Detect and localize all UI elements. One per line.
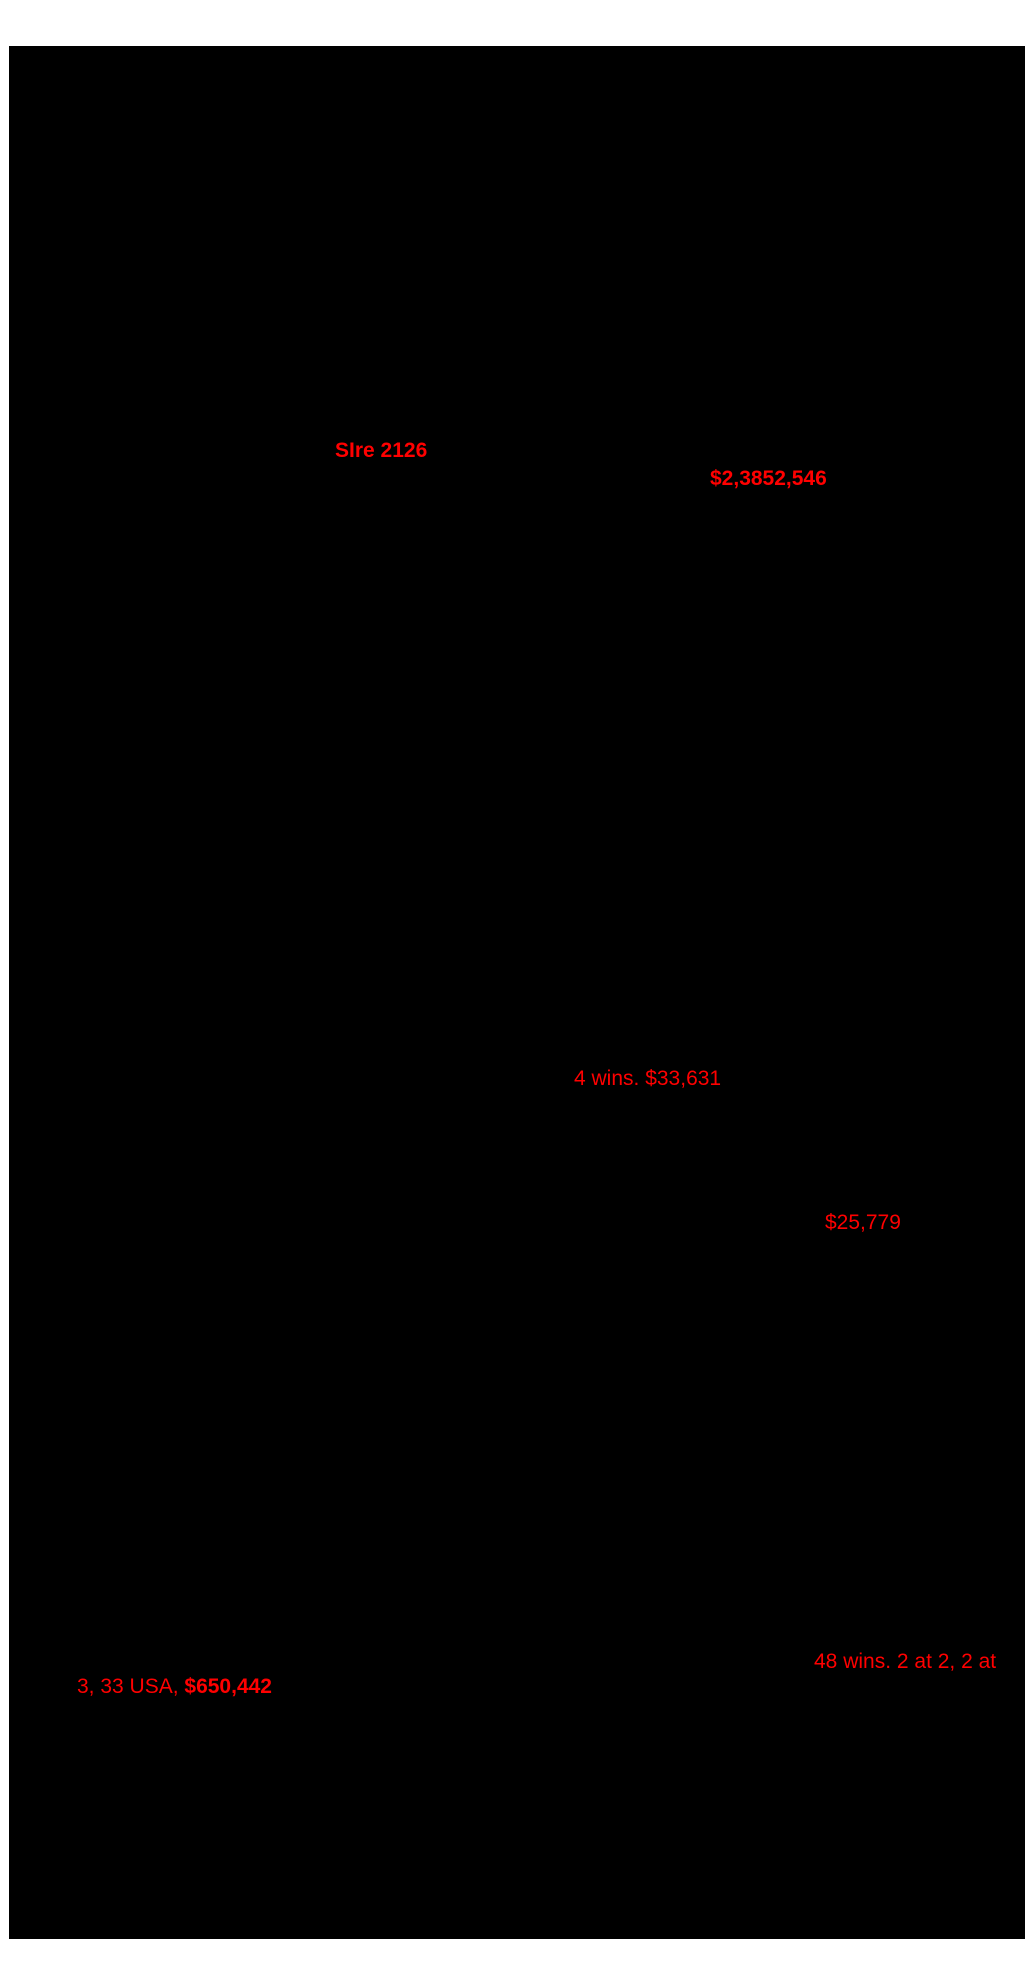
annotation-earnings-top: $2,3852,546 [710, 467, 827, 490]
annotation-wins-bottom: 48 wins. 2 at 2, 2 at [814, 1650, 997, 1673]
annotation-record-bottom-amount: $650,442 [184, 1675, 272, 1698]
annotation-wins-middle: 4 wins. $33,631 [574, 1067, 722, 1090]
annotation-record-bottom [77, 1676, 272, 1697]
annotation-record-bottom-prefix: 3, 33 USA, [77, 1675, 185, 1698]
annotation-earnings-middle: $25,779 [825, 1211, 901, 1234]
annotation-sire-title: SIre 2126 [335, 439, 428, 462]
